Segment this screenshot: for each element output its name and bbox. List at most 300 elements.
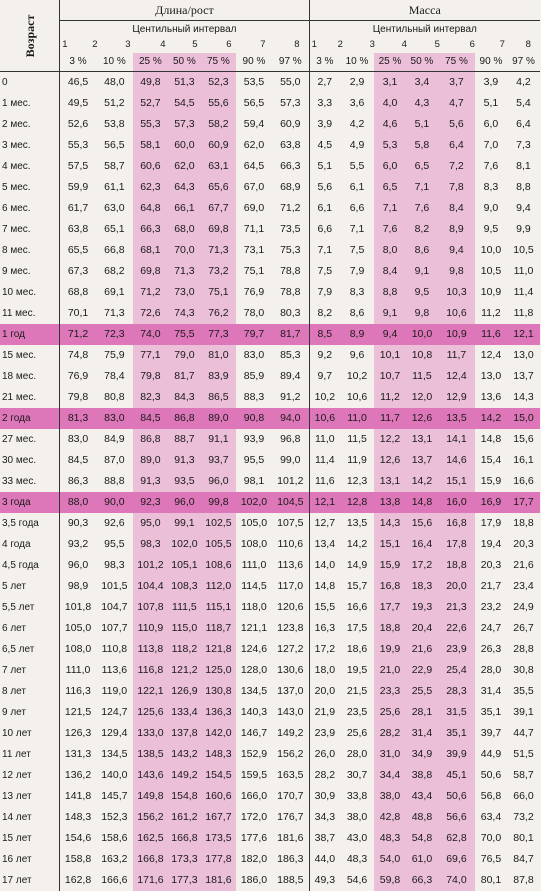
mass-cell: 8,0 (374, 240, 406, 261)
length-cell: 88,0 (60, 492, 96, 513)
length-cell: 116,3 (60, 681, 96, 702)
length-cell: 96,0 (201, 471, 236, 492)
length-cell: 74,8 (60, 345, 96, 366)
table-header (0, 0, 540, 72)
mass-cell: 35,5 (507, 681, 540, 702)
length-cell: 89,0 (201, 408, 236, 429)
mass-group-header: Масса (309, 0, 540, 21)
age-cell: 0 (0, 72, 60, 94)
age-cell: 30 мес. (0, 450, 60, 471)
length-cell: 75,1 (201, 282, 236, 303)
table-row (0, 240, 540, 261)
length-cell: 68,8 (60, 282, 96, 303)
mass-cell: 21,6 (507, 555, 540, 576)
length-cell: 158,8 (60, 849, 96, 870)
mass-cell: 10,5 (475, 261, 507, 282)
mass-cell: 20,0 (438, 576, 475, 597)
age-cell: 10 мес. (0, 282, 60, 303)
length-cell: 73,2 (201, 261, 236, 282)
length-cell: 133,4 (168, 702, 201, 723)
age-cell: 10 лет (0, 723, 60, 744)
mass-cell: 23,3 (374, 681, 406, 702)
length-cell: 69,0 (236, 198, 272, 219)
mass-cell: 7,5 (309, 261, 340, 282)
mass-cell: 12,9 (438, 387, 475, 408)
length-cell: 114,5 (236, 576, 272, 597)
length-cell: 163,5 (272, 765, 309, 786)
mass-cell: 19,9 (374, 639, 406, 660)
length-cell: 104,4 (133, 576, 168, 597)
mass-cell: 10,1 (374, 345, 406, 366)
mass-cell: 8,9 (340, 324, 374, 345)
mass-cell: 19,4 (475, 534, 507, 555)
length-cell: 65,5 (60, 240, 96, 261)
mass-cell: 43,4 (406, 786, 438, 807)
length-cell: 154,8 (168, 786, 201, 807)
length-cell: 52,6 (60, 114, 96, 135)
length-cell: 115,1 (201, 597, 236, 618)
mass-cell: 4,6 (374, 114, 406, 135)
length-cell: 148,3 (60, 807, 96, 828)
length-cell: 66,1 (168, 198, 201, 219)
length-cell: 56,5 (236, 93, 272, 114)
length-cell: 137,8 (168, 723, 201, 744)
length-cell: 71,3 (168, 261, 201, 282)
length-cell: 62,0 (168, 156, 201, 177)
mass-cell: 14,8 (475, 429, 507, 450)
mass-cell: 21,7 (475, 576, 507, 597)
length-cell: 55,3 (133, 114, 168, 135)
mass-cell: 17,8 (438, 534, 475, 555)
mass-cell: 11,4 (507, 282, 540, 303)
length-cell: 73,5 (272, 219, 309, 240)
mass-cell: 14,3 (507, 387, 540, 408)
mass-cell: 11,0 (309, 429, 340, 450)
mass-cell: 5,1 (309, 156, 340, 177)
length-cell: 49,5 (60, 93, 96, 114)
mass-cell: 23,9 (309, 723, 340, 744)
length-cell: 63,8 (60, 219, 96, 240)
mass-cell: 12,8 (340, 492, 374, 513)
mass-cell: 12,6 (406, 408, 438, 429)
mass-cell: 23,5 (340, 702, 374, 723)
mass-cell: 13,7 (406, 450, 438, 471)
mass-cell: 13,0 (507, 345, 540, 366)
mass-cell: 14,2 (406, 471, 438, 492)
length-cell: 78,8 (272, 261, 309, 282)
mass-cell: 7,1 (374, 198, 406, 219)
mass-cell: 39,7 (475, 723, 507, 744)
mass-cell: 9,5 (406, 282, 438, 303)
mass-cell: 16,6 (507, 471, 540, 492)
length-cell: 72,6 (133, 303, 168, 324)
mass-cell: 18,8 (374, 618, 406, 639)
mass-cell: 5,8 (406, 135, 438, 156)
mass-cell: 5,6 (438, 114, 475, 135)
mass-cell: 13,0 (475, 366, 507, 387)
length-cell: 57,3 (272, 93, 309, 114)
pct-header: 10 % (340, 53, 374, 72)
mass-cell: 54,0 (374, 849, 406, 870)
mass-cell: 21,6 (406, 639, 438, 660)
mass-cell: 15,0 (507, 408, 540, 429)
mass-cell: 6,6 (340, 198, 374, 219)
length-cell: 99,1 (168, 513, 201, 534)
length-cell: 79,0 (168, 345, 201, 366)
age-cell: 5 мес. (0, 177, 60, 198)
mass-cell: 6,4 (438, 135, 475, 156)
length-cell: 91,1 (201, 429, 236, 450)
mass-cell: 16,8 (438, 513, 475, 534)
length-cell: 186,0 (236, 870, 272, 891)
length-cell: 70,1 (60, 303, 96, 324)
mass-cell: 38,0 (374, 786, 406, 807)
mass-cell: 16,1 (507, 450, 540, 471)
length-cell: 75,5 (168, 324, 201, 345)
mass-cell: 49,3 (309, 870, 340, 891)
length-cell: 86,3 (60, 471, 96, 492)
mass-cell: 11,4 (309, 450, 340, 471)
length-cell: 46,5 (60, 72, 96, 94)
length-cell: 99,0 (272, 450, 309, 471)
length-cell: 56,5 (96, 135, 133, 156)
mass-cell: 5,1 (406, 114, 438, 135)
mass-cell: 58,7 (507, 765, 540, 786)
length-cell: 111,0 (60, 660, 96, 681)
length-cell: 95,0 (133, 513, 168, 534)
length-cell: 71,1 (236, 219, 272, 240)
length-cell: 96,8 (272, 429, 309, 450)
table-row (0, 156, 540, 177)
mass-cell: 20,0 (309, 681, 340, 702)
mass-cell: 10,6 (309, 408, 340, 429)
mass-cell: 11,6 (475, 324, 507, 345)
mass-cell: 30,7 (340, 765, 374, 786)
mass-cell: 10,6 (340, 387, 374, 408)
mass-cell: 12,1 (507, 324, 540, 345)
table-row (0, 282, 540, 303)
age-cell: 4 года (0, 534, 60, 555)
mass-cell: 9,1 (374, 303, 406, 324)
mass-cell: 10,2 (340, 366, 374, 387)
age-cell: 21 мес. (0, 387, 60, 408)
length-cell: 62,0 (236, 135, 272, 156)
length-cell: 68,0 (168, 219, 201, 240)
length-cell: 87,0 (96, 450, 133, 471)
mass-cell: 48,3 (340, 849, 374, 870)
length-cell: 73,0 (168, 282, 201, 303)
mass-cell: 30,9 (309, 786, 340, 807)
mass-cell: 12,0 (406, 387, 438, 408)
length-cell: 67,3 (60, 261, 96, 282)
length-cell: 121,2 (168, 660, 201, 681)
length-cell: 120,6 (272, 597, 309, 618)
table-row (0, 828, 540, 849)
length-cell: 104,7 (96, 597, 133, 618)
length-cell: 86,5 (201, 387, 236, 408)
table-row (0, 93, 540, 114)
table-row (0, 492, 540, 513)
mass-cell: 44,7 (507, 723, 540, 744)
length-cell: 62,3 (133, 177, 168, 198)
length-cell: 57,3 (168, 114, 201, 135)
mass-cell: 6,5 (374, 177, 406, 198)
length-group-header: Длина/рост (60, 0, 309, 21)
length-cell: 78,0 (236, 303, 272, 324)
mass-cell: 9,8 (438, 261, 475, 282)
length-cell: 78,8 (272, 282, 309, 303)
length-cell: 51,2 (96, 93, 133, 114)
mass-cell: 3,9 (309, 114, 340, 135)
length-cell: 81,3 (60, 408, 96, 429)
mass-cell: 11,0 (340, 408, 374, 429)
mass-cell: 21,9 (309, 702, 340, 723)
mass-cell: 9,6 (340, 345, 374, 366)
mass-cell: 35,1 (475, 702, 507, 723)
mass-cell: 17,7 (507, 492, 540, 513)
length-cell: 118,0 (236, 597, 272, 618)
mass-cell: 11,7 (374, 408, 406, 429)
length-cell: 66,3 (133, 219, 168, 240)
mass-cell: 84,7 (507, 849, 540, 870)
mass-cell: 9,1 (406, 261, 438, 282)
mass-cell: 15,5 (309, 597, 340, 618)
length-cell: 101,5 (96, 576, 133, 597)
mass-cell: 6,0 (374, 156, 406, 177)
length-cell: 173,3 (168, 849, 201, 870)
mass-cell: 43,0 (340, 828, 374, 849)
mass-cell: 23,4 (507, 576, 540, 597)
length-cell: 60,0 (168, 135, 201, 156)
length-cell: 126,9 (168, 681, 201, 702)
length-cell: 130,8 (201, 681, 236, 702)
mass-cell: 6,4 (507, 114, 540, 135)
length-cell: 110,8 (96, 639, 133, 660)
mass-cell: 25,6 (374, 702, 406, 723)
mass-cell: 11,2 (374, 387, 406, 408)
pct-header: 25 % (374, 53, 406, 72)
table-row (0, 660, 540, 681)
mass-cell: 17,9 (475, 513, 507, 534)
length-cell: 134,5 (96, 744, 133, 765)
mass-cell: 17,2 (309, 639, 340, 660)
length-cell: 81,7 (272, 324, 309, 345)
length-cell: 71,3 (201, 240, 236, 261)
length-cell: 107,8 (133, 597, 168, 618)
length-cell: 176,7 (272, 807, 309, 828)
mass-cell: 54,8 (406, 828, 438, 849)
age-column-header: Возраст (0, 0, 60, 72)
mass-cell: 18,6 (340, 639, 374, 660)
mass-cell: 35,1 (438, 723, 475, 744)
length-cell: 61,1 (96, 177, 133, 198)
length-cell: 69,8 (201, 219, 236, 240)
mass-cell: 10,0 (475, 240, 507, 261)
length-cell: 110,6 (272, 534, 309, 555)
mass-cell: 16,3 (309, 618, 340, 639)
mass-cell: 54,6 (340, 870, 374, 891)
table-row (0, 513, 540, 534)
age-cell: 9 мес. (0, 261, 60, 282)
length-cell: 79,7 (236, 324, 272, 345)
age-cell: 17 лет (0, 870, 60, 891)
mass-cell: 9,4 (507, 198, 540, 219)
length-cell: 79,8 (133, 366, 168, 387)
mass-cell: 10,6 (438, 303, 475, 324)
length-cell: 137,0 (272, 681, 309, 702)
mass-cell: 56,6 (438, 807, 475, 828)
mass-cell: 28,2 (309, 765, 340, 786)
pct-header: 90 % (475, 53, 507, 72)
length-cell: 145,7 (96, 786, 133, 807)
length-cell: 83,0 (96, 408, 133, 429)
mass-cell: 15,6 (507, 429, 540, 450)
length-cell: 53,5 (236, 72, 272, 94)
table-row (0, 681, 540, 702)
length-cell: 123,8 (272, 618, 309, 639)
length-cell: 133,0 (133, 723, 168, 744)
mass-cell: 11,0 (507, 261, 540, 282)
mass-cell: 3,3 (309, 93, 340, 114)
length-cell: 149,8 (133, 786, 168, 807)
length-cell: 53,8 (96, 114, 133, 135)
table-row (0, 114, 540, 135)
table-row (0, 450, 540, 471)
mass-cell: 13,7 (507, 366, 540, 387)
age-cell: 3 мес. (0, 135, 60, 156)
length-cell: 71,2 (60, 324, 96, 345)
length-cell: 113,6 (96, 660, 133, 681)
length-cell: 54,5 (168, 93, 201, 114)
age-cell: 5,5 лет (0, 597, 60, 618)
mass-cell: 87,8 (507, 870, 540, 891)
length-interval-label: Центильный интервал (60, 21, 309, 40)
length-cell: 93,9 (236, 429, 272, 450)
length-cell: 91,3 (168, 450, 201, 471)
mass-cell: 13,5 (340, 513, 374, 534)
mass-cell: 61,0 (406, 849, 438, 870)
table-row (0, 597, 540, 618)
length-cell: 154,6 (60, 828, 96, 849)
length-cell: 115,0 (168, 618, 201, 639)
length-interval-numbers: 1 2 3 4 5 6 7 8 (60, 39, 309, 53)
length-cell: 75,3 (272, 240, 309, 261)
length-cell: 63,0 (96, 198, 133, 219)
length-cell: 166,8 (133, 849, 168, 870)
age-cell: 2 мес. (0, 114, 60, 135)
length-cell: 149,2 (168, 765, 201, 786)
age-cell: 4,5 года (0, 555, 60, 576)
table-row (0, 303, 540, 324)
length-cell: 108,0 (236, 534, 272, 555)
length-cell: 74,3 (168, 303, 201, 324)
age-cell: 15 лет (0, 828, 60, 849)
mass-cell: 15,9 (374, 555, 406, 576)
length-cell: 57,5 (60, 156, 96, 177)
length-cell: 90,0 (96, 492, 133, 513)
mass-cell: 19,3 (406, 597, 438, 618)
table-row (0, 702, 540, 723)
length-cell: 83,0 (236, 345, 272, 366)
mass-cell: 17,5 (340, 618, 374, 639)
length-cell: 84,9 (96, 429, 133, 450)
length-cell: 129,4 (96, 723, 133, 744)
mass-cell: 14,2 (340, 534, 374, 555)
table-row (0, 618, 540, 639)
mass-cell: 14,1 (438, 429, 475, 450)
length-cell: 85,3 (272, 345, 309, 366)
length-cell: 136,3 (201, 702, 236, 723)
mass-cell: 7,6 (406, 198, 438, 219)
length-cell: 170,7 (272, 786, 309, 807)
table-row (0, 324, 540, 345)
length-cell: 111,5 (168, 597, 201, 618)
length-cell: 173,5 (201, 828, 236, 849)
length-cell: 141,8 (60, 786, 96, 807)
mass-cell: 14,3 (374, 513, 406, 534)
table-row (0, 576, 540, 597)
mass-cell: 8,6 (340, 303, 374, 324)
length-cell: 107,7 (96, 618, 133, 639)
length-cell: 69,1 (96, 282, 133, 303)
mass-cell: 3,7 (438, 72, 475, 94)
table-row (0, 261, 540, 282)
mass-cell: 13,6 (475, 387, 507, 408)
length-cell: 65,1 (96, 219, 133, 240)
mass-cell: 22,6 (438, 618, 475, 639)
age-cell: 6 лет (0, 618, 60, 639)
mass-cell: 38,0 (340, 807, 374, 828)
length-cell: 83,0 (60, 429, 96, 450)
mass-cell: 21,3 (438, 597, 475, 618)
mass-cell: 9,4 (374, 324, 406, 345)
mass-cell: 28,1 (406, 702, 438, 723)
length-cell: 66,3 (272, 156, 309, 177)
mass-cell: 10,9 (475, 282, 507, 303)
mass-cell: 25,5 (406, 681, 438, 702)
mass-cell: 8,4 (438, 198, 475, 219)
length-cell: 65,6 (201, 177, 236, 198)
length-cell: 93,5 (168, 471, 201, 492)
length-cell: 171,6 (133, 870, 168, 891)
length-cell: 140,0 (96, 765, 133, 786)
mass-cell: 8,1 (507, 156, 540, 177)
mass-cell: 39,1 (507, 702, 540, 723)
mass-cell: 21,5 (340, 681, 374, 702)
length-cell: 67,7 (201, 198, 236, 219)
age-cell: 18 мес. (0, 366, 60, 387)
mass-cell: 10,0 (406, 324, 438, 345)
length-cell: 105,0 (60, 618, 96, 639)
mass-cell: 15,9 (475, 471, 507, 492)
table-row (0, 807, 540, 828)
length-cell: 148,3 (201, 744, 236, 765)
mass-cell: 11,8 (507, 303, 540, 324)
length-cell: 142,0 (201, 723, 236, 744)
length-cell: 112,0 (201, 576, 236, 597)
mass-cell: 11,7 (438, 345, 475, 366)
length-cell: 73,1 (236, 240, 272, 261)
mass-cell: 63,4 (475, 807, 507, 828)
age-cell: 6 мес. (0, 198, 60, 219)
mass-cell: 7,9 (309, 282, 340, 303)
length-cell: 108,0 (60, 639, 96, 660)
pct-header: 90 % (236, 53, 272, 72)
mass-cell: 39,9 (438, 744, 475, 765)
length-cell: 52,7 (133, 93, 168, 114)
mass-cell: 2,9 (340, 72, 374, 94)
age-cell: 8 мес. (0, 240, 60, 261)
